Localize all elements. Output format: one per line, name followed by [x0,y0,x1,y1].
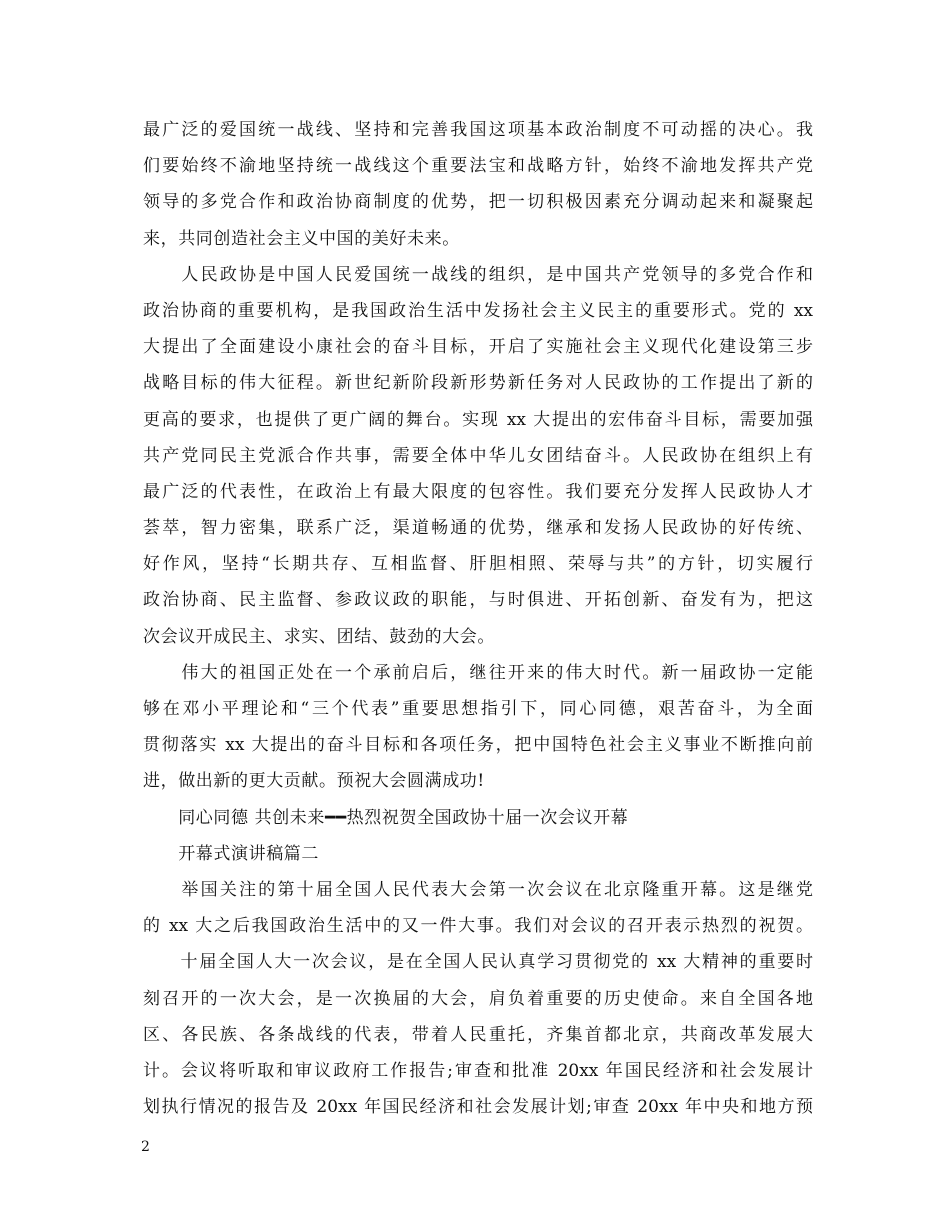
text-line: 最广泛的代表性，在政治上有最大限度的包容性。我们要充分发挥人民政协人才 [143,481,813,502]
text-line: 贯彻落实 xx 大提出的奋斗目标和各项任务，把中国特色社会主义事业不断推向前 [143,735,813,756]
text-line: 计。会议将听取和审议政府工作报告;审查和批准 20xx 年国民经济和社会发展计 [143,1060,813,1081]
text-line: 进，做出新的更大贡献。预祝大会圆满成功! [143,771,485,792]
text-line: 举国关注的第十届全国人民代表大会第一次会议在北京隆重开幕。这是继党 [143,879,813,900]
text-line: 政治协商的重要机构，是我国政治生活中发扬社会主义民主的重要形式。党的 xx [143,300,813,321]
body-text [143,112,813,1125]
text-line: 开幕式演讲稿篇二 [143,843,319,864]
text-line: 战略目标的伟大征程。新世纪新阶段新形势新任务对人民政协的工作提出了新的 [143,373,813,394]
text-line: 伟大的祖国正处在一个承前启后，继往开来的伟大时代。新一届政协一定能 [143,662,813,683]
text-line: 共产党同民主党派合作共事，需要全体中华儿女团结奋斗。人民政协在组织上有 [143,445,813,466]
text-line: 刻召开的一次大会，是一次换届的大会，肩负着重要的历史使命。来自全国各地 [143,988,813,1009]
text-line: 的 xx 大之后我国政治生活中的又一件大事。我们对会议的召开表示热烈的祝贺。 [143,916,813,937]
text-line: 们要始终不渝地坚持统一战线这个重要法宝和战略方针，始终不渝地发挥共产党 [143,156,813,177]
text-line: 大提出了全面建设小康社会的奋斗目标，开启了实施社会主义现代化建设第三步 [143,337,813,358]
text-line: 十届全国人大一次会议，是在全国人民认真学习贯彻党的 xx 大精神的重要时 [143,952,813,973]
text-line: 够在邓小平理论和“三个代表”重要思想指引下，同心同德，艰苦奋斗，为全面 [143,699,813,719]
text-line: 最广泛的爱国统一战线、坚持和完善我国这项基本政治制度不可动摇的决心。我 [143,120,813,140]
text-line: 区、各民族、各条战线的代表，带着人民重托，齐集首都北京，共商改革发展大 [143,1024,813,1045]
text-line: 同心同德 共创未来━━热烈祝贺全国政协十届一次会议开幕 [143,807,629,828]
text-line: 政治协商、民主监督、参政议政的职能，与时俱进、开拓创新、奋发有为，把这 [143,590,813,611]
text-line: 更高的要求，也提供了更广阔的舞台。实现 xx 大提出的宏伟奋斗目标，需要加强 [143,409,813,430]
text-line: 划执行情况的报告及 20xx 年国民经济和社会发展计划;审查 20xx 年中央和地方预 [143,1097,813,1118]
text-line: 来，共同创造社会主义中国的美好未来。 [143,228,460,249]
page-number: 2 [141,1139,150,1155]
text-line: 次会议开成民主、求实、团结、鼓劲的大会。 [143,626,495,647]
text-line: 人民政协是中国人民爱国统一战线的组织，是中国共产党领导的多党合作和 [143,264,813,285]
text-line: 荟萃，智力密集，联系广泛，渠道畅通的优势，继承和发扬人民政协的好传统、 [143,518,813,539]
text-line: 领导的多党合作和政治协商制度的优势，把一切积极因素充分调动起来和凝聚起 [143,192,813,213]
text-line: 好作风，坚持“长期共存、互相监督、肝胆相照、荣辱与共”的方针，切实履行 [143,554,813,575]
